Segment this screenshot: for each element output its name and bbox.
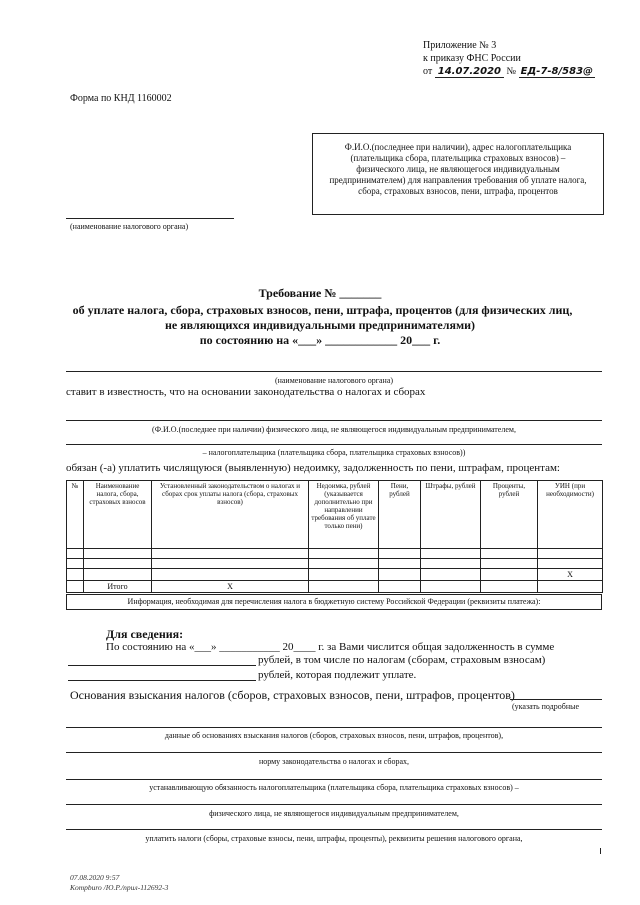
number-prefix: № xyxy=(506,66,517,77)
grounds-line-1 xyxy=(66,727,602,728)
col-number: № xyxy=(67,481,84,549)
col-interest: Проценты, рублей xyxy=(481,481,538,549)
payer-caption: – налогоплательщика (плательщика сбора, плательщика страховых взносов)) xyxy=(202,448,466,457)
info-line-2: рублей, в том числе по налогам (сборам, страховым взносам) xyxy=(258,654,546,666)
table-total-row xyxy=(67,581,603,593)
order-label: к приказу ФНС России xyxy=(423,53,521,64)
as-of-date-line: по состоянию на «___» ____________ 20___ г. xyxy=(199,333,441,347)
debt-table xyxy=(66,480,603,593)
grounds-line-3 xyxy=(66,779,602,780)
authority-name-caption: (наименование налогового органа) xyxy=(274,376,394,385)
col-fines: Штрафы, рублей xyxy=(421,481,481,549)
footer-source: Kompburo /Ю.Р./прил-112692-3 xyxy=(70,883,169,892)
info-line-1: По состоянию на «___» ___________ 20____ г. за Вами числится общая задолженность в сумме xyxy=(106,641,555,653)
fio-caption: (Ф.И.О.(последнее при наличии) физического лица, не являющегося индивидуальным предпринимателем, xyxy=(152,425,516,434)
col-arrears: Недоимка, рублей (указывается дополнительно при направлении требования об уплате только пени) xyxy=(309,481,379,549)
tax-authority-caption: (наименование налогового органа) xyxy=(70,222,189,231)
grounds-caption-3: устанавливающую обязанность налогоплательщика (плательщика сбора, плательщика страховых взносов) – xyxy=(149,783,519,792)
uin-x-mark: X xyxy=(538,569,603,581)
tax-authority-line xyxy=(66,218,234,219)
grounds-caption-1: данные об основаниях взыскания налогов (сборов, страховых взносов, пени, штрафов, процентов), xyxy=(164,731,504,740)
date-prefix: от xyxy=(423,66,433,77)
grounds-caption-4: физического лица, не являющегося индивидуальным предпринимателем, xyxy=(209,809,459,818)
grounds-detail-caption: (указать подробные xyxy=(512,702,580,711)
info-heading: Для сведения: xyxy=(106,627,184,641)
footer-date: 07.08.2020 9:57 xyxy=(70,873,120,882)
handwritten-number: ЕД-7-8/583@ xyxy=(520,66,594,77)
appendix-label: Приложение № 3 xyxy=(423,40,497,51)
grounds-caption-5: уплатить налоги (сборы, страховые взносы, пени, штрафы, проценты), реквизиты решения налогового органа, xyxy=(145,834,523,843)
grounds-line-4 xyxy=(66,804,602,805)
informs-text: ставит в известность, что на основании законодательства о налогах и сборах xyxy=(66,386,426,398)
total-label: Итого xyxy=(84,581,152,593)
form-code: Форма по КНД 1160002 xyxy=(70,93,172,104)
recipient-address-box: Ф.И.О.(последнее при наличии), адрес налогоплательщика (плательщика сбора, плательщика страховых взносов) – физического лица, не являющегося индивидуальным предпринимателем) для направления требования об уплате налога, сбора, страховых взносов, пени, штрафа, процентов xyxy=(312,133,604,215)
col-uin: УИН (при необходимости) xyxy=(538,481,603,549)
col-penalties: Пени, рублей xyxy=(379,481,421,549)
grounds-detail-line xyxy=(510,699,602,700)
table-row xyxy=(67,559,603,569)
title-line-2: об уплате налога, сбора, страховых взносов, пени, штрафа, процентов (для физических лиц, xyxy=(72,303,573,317)
info-line-3: рублей, которая подлежит уплате. xyxy=(258,669,417,681)
grounds-title: Основания взыскания налогов (сборов, страховых взносов, пени, штрафов, процентов) xyxy=(70,688,515,702)
authority-name-line xyxy=(66,371,602,372)
grounds-line-5 xyxy=(66,829,602,830)
handwritten-date: 14.07.2020 xyxy=(435,66,504,78)
title-line-3: не являющихся индивидуальными предпринимателями) xyxy=(164,318,476,332)
requirement-number: Требование № _______ xyxy=(258,286,382,300)
payable-amount-line xyxy=(68,680,256,681)
obliged-text: обязан (-а) уплатить числящуюся (выявленную) недоимку, задолженность по пени, штрафам, процентам: xyxy=(66,462,560,474)
table-header-row xyxy=(67,481,603,549)
col-due-date: Установленный законодательством о налогах и сборах срок уплаты налога (сбора, страховых взносов) xyxy=(152,481,309,549)
margin-tick xyxy=(600,848,601,854)
table-row xyxy=(67,569,603,581)
total-debt-amount-line xyxy=(68,665,256,666)
payment-details-box: Информация, необходимая для перечисления налога в бюджетную систему Российской Федерации (реквизиты платежа): xyxy=(66,594,602,610)
fio-line xyxy=(66,420,602,421)
payer-line xyxy=(66,444,602,445)
table-row xyxy=(67,549,603,559)
grounds-caption-2: норму законодательства о налогах и сборах, xyxy=(258,757,410,766)
grounds-line-2 xyxy=(66,752,602,753)
due-date-x-mark: X xyxy=(152,581,309,593)
col-tax-name: Наименование налога, сбора, страховых взносов xyxy=(84,481,152,549)
order-date-line xyxy=(423,66,603,78)
